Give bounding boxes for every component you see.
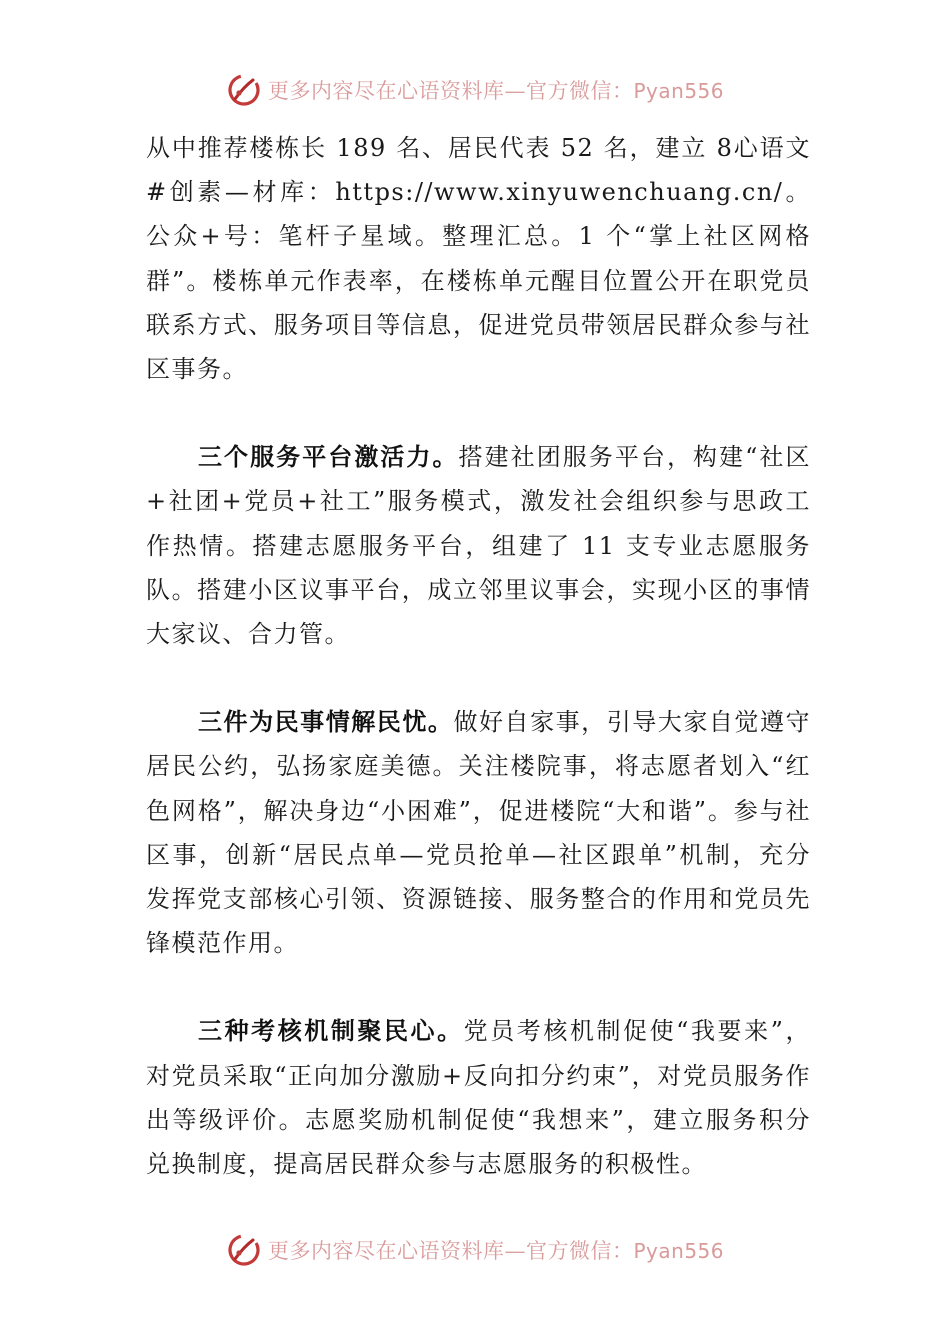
brush-logo-icon (226, 1232, 262, 1268)
header-watermark (0, 72, 950, 108)
watermark-brand: 更多内容尽在心语资料库 (267, 79, 505, 103)
paragraph-people-affairs (146, 700, 811, 965)
paragraph-gap (146, 656, 811, 700)
paragraph-service-platforms (146, 435, 811, 656)
footer-watermark (0, 1232, 950, 1268)
paragraph-lead-heading: 三件为民事情解民忧。 (198, 708, 454, 737)
paragraph-lead-heading: 三个服务平台激活力。 (198, 443, 459, 472)
watermark-separator: — (504, 1239, 526, 1263)
paragraph-gap (146, 391, 811, 435)
watermark-contact-label: 官方微信： (525, 79, 634, 103)
paragraph-lead-heading: 三种考核机制聚民心。 (198, 1017, 464, 1046)
paragraph-text: 从中推荐楼栋长 189 名、居民代表 52 名，建立 8心语文#创素—材库：https://www.xinyuwenchuang.cn/。公众+号：笔杆子星域。整理汇总。1 个“掌上社区网格群”。楼栋单元作表率，在楼栋单元醒目位置公开在职党员联系方式、服务项目等信息，促进党员带领居民群众参与社区事务。 (146, 134, 811, 384)
paragraph-text: 搭建社团服务平台，构建“社区+社团+党员+社工”服务模式，激发社会组织参与思政工作热情。搭建志愿服务平台，组建了 11 支专业志愿服务队。搭建小区议事平台，成立邻里议事会，实现小区的事情大家议、合力管。 (146, 443, 811, 649)
watermark-contact-id: Pyan556 (633, 1239, 724, 1263)
watermark-text (268, 1235, 724, 1265)
paragraph-gap (146, 965, 811, 1009)
watermark-brand: 更多内容尽在心语资料库 (267, 1239, 505, 1263)
paragraph-text: 党员考核机制促使“我要来”，对党员采取“正向加分激励+反向扣分约束”，对党员服务作出等级评价。志愿奖励机制促使“我想来”，建立服务积分兑换制度，提高居民群众参与志愿服务的积极性。 (146, 1017, 812, 1179)
watermark-contact-label: 官方微信： (525, 1239, 634, 1263)
paragraph-assessment-mechanisms (146, 1009, 811, 1186)
paragraph-text: 做好自家事，引导大家自觉遵守居民公约，弘扬家庭美德。关注楼院事，将志愿者划入“红色网格”，解决身边“小困难”，促进楼院“大和谐”。参与社区事，创新“居民点单—党员抢单—社区跟单”机制，充分发挥党支部核心引领、资源链接、服务整合的作用和党员先锋模范作用。 (146, 708, 812, 958)
watermark-text (268, 75, 724, 105)
paragraph-continued (146, 126, 811, 391)
watermark-separator: — (504, 79, 526, 103)
document-body (146, 126, 811, 1186)
brush-logo-icon (226, 72, 262, 108)
watermark-contact-id: Pyan556 (633, 79, 724, 103)
